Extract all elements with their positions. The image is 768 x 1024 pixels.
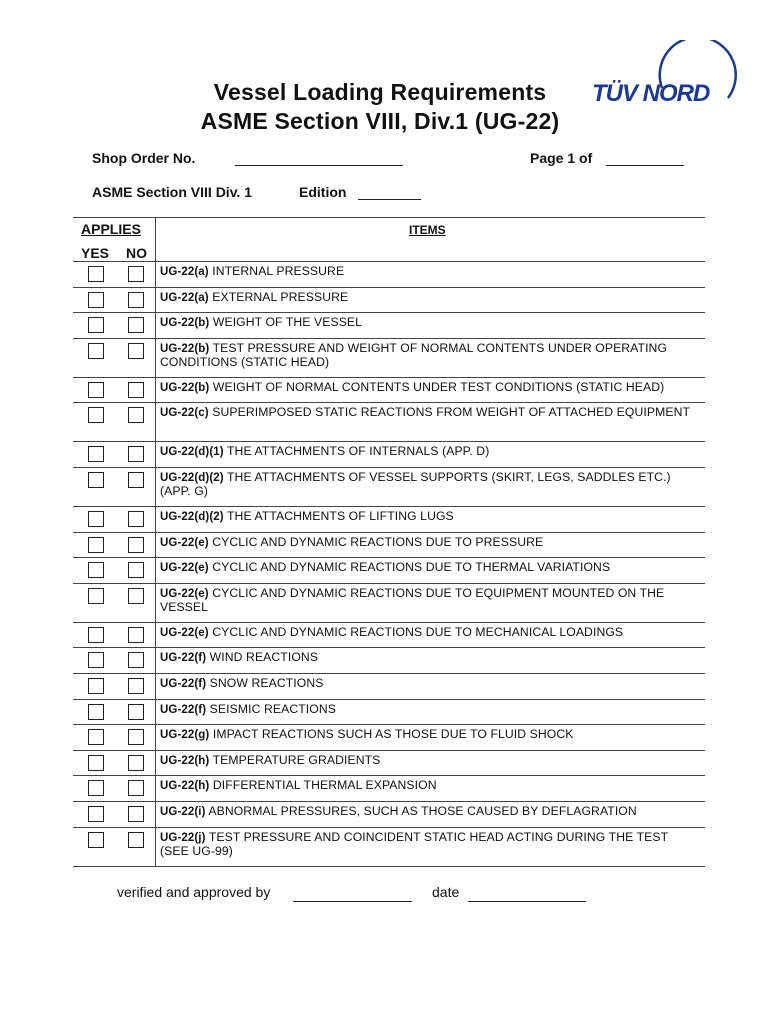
- applies-yes-checkbox[interactable]: [88, 806, 104, 822]
- table-row: [73, 339, 705, 378]
- item-description: [160, 561, 700, 575]
- item-text: THE ATTACHMENTS OF LIFTING LUGS: [227, 508, 454, 523]
- item-code: UG-22(f): [160, 652, 207, 665]
- item-description: [160, 805, 700, 819]
- applies-yes-checkbox[interactable]: [88, 627, 104, 643]
- applies-yes-checkbox[interactable]: [88, 472, 104, 488]
- item-text: CYCLIC AND DYNAMIC REACTIONS DUE TO THERMAL VARIATIONS: [212, 560, 611, 575]
- item-text: THE ATTACHMENTS OF VESSEL SUPPORTS (SKIRT, LEGS, SADDLES ETC.) (APP. G): [160, 469, 671, 498]
- table-row: [73, 802, 705, 828]
- item-description: [160, 728, 700, 742]
- shop-order-row: [92, 150, 692, 170]
- column-divider: [155, 648, 156, 673]
- table-row: [73, 584, 705, 623]
- item-description: [160, 291, 700, 305]
- item-code: UG-22(e): [160, 626, 209, 639]
- applies-yes-checkbox[interactable]: [88, 704, 104, 720]
- column-divider: [155, 313, 156, 338]
- column-divider: [155, 442, 156, 467]
- applies-yes-checkbox[interactable]: [88, 780, 104, 796]
- tuv-nord-logo: [588, 40, 738, 115]
- item-text: TEST PRESSURE AND WEIGHT OF NORMAL CONTENTS UNDER OPERATING CONDITIONS (STATIC HEAD): [160, 340, 668, 369]
- edition-row: [92, 184, 492, 204]
- applies-no-checkbox[interactable]: [128, 472, 144, 488]
- applies-no-checkbox[interactable]: [128, 704, 144, 720]
- column-divider: [155, 403, 156, 441]
- column-divider: [155, 828, 156, 866]
- applies-no-checkbox[interactable]: [128, 755, 144, 771]
- table-row: [73, 700, 705, 726]
- applies-yes-checkbox[interactable]: [88, 317, 104, 333]
- item-description: [160, 677, 700, 691]
- shop-order-field[interactable]: [235, 165, 403, 166]
- table-row: [73, 468, 705, 507]
- yes-header: YES: [81, 245, 110, 261]
- applies-no-checkbox[interactable]: [128, 317, 144, 333]
- table-row: [73, 558, 705, 584]
- table-row: [73, 378, 705, 404]
- item-description: [160, 626, 700, 640]
- item-description: [160, 445, 700, 459]
- applies-no-checkbox[interactable]: [128, 292, 144, 308]
- item-text: ABNORMAL PRESSURES, SUCH AS THOSE CAUSED BY DEFLAGRATION: [208, 803, 637, 818]
- item-text: DIFFERENTIAL THERMAL EXPANSION: [212, 778, 437, 793]
- item-code: UG-22(j): [160, 831, 206, 844]
- applies-yes-checkbox[interactable]: [88, 266, 104, 282]
- requirements-table: [73, 217, 705, 867]
- no-header: NO: [126, 245, 147, 261]
- column-divider: [155, 584, 156, 622]
- item-code: UG-22(a): [160, 291, 209, 304]
- table-row: [73, 262, 705, 288]
- item-code: UG-22(e): [160, 536, 209, 549]
- item-description: [160, 510, 700, 524]
- applies-yes-checkbox[interactable]: [88, 292, 104, 308]
- item-text: WIND REACTIONS: [209, 650, 319, 665]
- applies-yes-checkbox[interactable]: [88, 755, 104, 771]
- column-divider: [155, 802, 156, 827]
- applies-no-checkbox[interactable]: [128, 446, 144, 462]
- edition-field[interactable]: [358, 199, 421, 200]
- item-text: WEIGHT OF THE VESSEL: [212, 315, 363, 330]
- item-text: CYCLIC AND DYNAMIC REACTIONS DUE TO EQUIPMENT MOUNTED ON THE VESSEL: [160, 585, 665, 614]
- column-divider: [155, 339, 156, 377]
- item-code: UG-22(f): [160, 703, 207, 716]
- applies-yes-checkbox[interactable]: [88, 446, 104, 462]
- item-code: UG-22(b): [160, 317, 210, 330]
- item-code: UG-22(a): [160, 266, 209, 278]
- table-row: [73, 288, 705, 314]
- title-line-2: ASME Section VIII, Div.1 (UG-22): [200, 108, 560, 134]
- applies-yes-checkbox[interactable]: [88, 678, 104, 694]
- item-description: [160, 651, 700, 665]
- item-description: [160, 536, 700, 550]
- item-text: EXTERNAL PRESSURE: [212, 289, 349, 304]
- items-header: ITEMS: [409, 223, 446, 237]
- item-text: TEST PRESSURE AND COINCIDENT STATIC HEAD ACTING DURING THE TEST (SEE UG-99): [160, 829, 668, 858]
- table-row: [73, 442, 705, 468]
- item-code: UG-22(e): [160, 587, 209, 600]
- item-code: UG-22(b): [160, 342, 210, 355]
- table-row: [73, 533, 705, 559]
- item-code: UG-22(h): [160, 754, 210, 767]
- column-divider: [155, 558, 156, 583]
- item-code: UG-22(f): [160, 677, 207, 690]
- date-label: date: [432, 884, 460, 900]
- column-divider: [155, 623, 156, 648]
- verified-by-field[interactable]: [293, 901, 412, 902]
- item-text: WEIGHT OF NORMAL CONTENTS UNDER TEST CONDITIONS (STATIC HEAD): [212, 379, 665, 394]
- applies-yes-checkbox[interactable]: [88, 343, 104, 359]
- item-text: CYCLIC AND DYNAMIC REACTIONS DUE TO MECHANICAL LOADINGS: [212, 624, 624, 639]
- applies-no-checkbox[interactable]: [128, 729, 144, 745]
- table-row: [73, 623, 705, 649]
- applies-no-checkbox[interactable]: [128, 562, 144, 578]
- item-code: UG-22(d)(2): [160, 510, 224, 523]
- document-title: [150, 78, 610, 136]
- item-text: THE ATTACHMENTS OF INTERNALS (APP. D): [227, 444, 490, 459]
- applies-no-checkbox[interactable]: [128, 343, 144, 359]
- applies-no-checkbox[interactable]: [128, 511, 144, 527]
- item-code: UG-22(c): [160, 407, 209, 420]
- table-row: [73, 674, 705, 700]
- table-row: [73, 648, 705, 674]
- applies-no-checkbox[interactable]: [128, 652, 144, 668]
- title-line-1: Vessel Loading Requirements: [213, 79, 547, 105]
- item-description: [160, 754, 700, 768]
- applies-no-checkbox[interactable]: [128, 266, 144, 282]
- column-divider: [155, 288, 156, 313]
- item-description: [160, 831, 700, 858]
- item-text: CYCLIC AND DYNAMIC REACTIONS DUE TO PRESSURE: [212, 534, 544, 549]
- item-description: [160, 406, 700, 420]
- applies-no-checkbox[interactable]: [128, 780, 144, 796]
- item-code: UG-22(i): [160, 805, 206, 818]
- page-total-field[interactable]: [606, 165, 684, 166]
- column-divider: [155, 776, 156, 801]
- table-row: [73, 313, 705, 339]
- shop-order-label: Shop Order No.: [92, 150, 196, 166]
- approval-footer: [117, 884, 617, 904]
- item-code: UG-22(d)(2): [160, 471, 224, 484]
- column-divider: [155, 700, 156, 725]
- asme-section-label: ASME Section VIII Div. 1: [92, 184, 253, 200]
- item-text: SUPERIMPOSED STATIC REACTIONS FROM WEIGHT OF ATTACHED EQUIPMENT: [212, 405, 691, 420]
- table-row: [73, 725, 705, 751]
- applies-no-checkbox[interactable]: [128, 382, 144, 398]
- item-description: [160, 316, 700, 330]
- applies-yes-checkbox[interactable]: [88, 588, 104, 604]
- item-description: [160, 703, 700, 717]
- item-text: SEISMIC REACTIONS: [209, 701, 336, 716]
- item-code: UG-22(e): [160, 562, 209, 575]
- logo-text: TÜV NORD: [592, 80, 710, 107]
- item-text: IMPACT REACTIONS SUCH AS THOSE DUE TO FLUID SHOCK: [212, 727, 574, 742]
- table-row: [73, 828, 705, 867]
- column-divider: [155, 533, 156, 558]
- applies-no-checkbox[interactable]: [128, 627, 144, 643]
- applies-yes-checkbox[interactable]: [88, 407, 104, 423]
- applies-no-checkbox[interactable]: [128, 832, 144, 848]
- applies-yes-checkbox[interactable]: [88, 652, 104, 668]
- column-divider: [155, 378, 156, 403]
- applies-yes-checkbox[interactable]: [88, 382, 104, 398]
- item-description: [160, 381, 700, 395]
- item-code: UG-22(h): [160, 780, 210, 793]
- item-description: [160, 342, 700, 369]
- applies-yes-checkbox[interactable]: [88, 537, 104, 553]
- edition-label: Edition: [299, 184, 347, 200]
- applies-yes-checkbox[interactable]: [88, 729, 104, 745]
- item-description: [160, 587, 700, 614]
- applies-yes-checkbox[interactable]: [88, 832, 104, 848]
- item-text: INTERNAL PRESSURE: [212, 264, 345, 278]
- table-row: [73, 507, 705, 533]
- column-divider: [155, 674, 156, 699]
- table-body: [73, 262, 705, 867]
- applies-no-checkbox[interactable]: [128, 588, 144, 604]
- applies-no-checkbox[interactable]: [128, 678, 144, 694]
- column-divider: [155, 751, 156, 776]
- table-row: [73, 776, 705, 802]
- item-code: UG-22(d)(1): [160, 446, 224, 459]
- table-row: [73, 403, 705, 442]
- verified-label: verified and approved by: [117, 884, 271, 900]
- applies-no-checkbox[interactable]: [128, 537, 144, 553]
- table-row: [73, 751, 705, 777]
- column-divider: [155, 262, 156, 287]
- column-divider: [155, 218, 156, 261]
- column-divider: [155, 507, 156, 532]
- column-divider: [155, 725, 156, 750]
- item-code: UG-22(b): [160, 381, 210, 394]
- applies-yes-checkbox[interactable]: [88, 562, 104, 578]
- applies-header: APPLIES: [81, 221, 141, 237]
- applies-no-checkbox[interactable]: [128, 806, 144, 822]
- item-text: SNOW REACTIONS: [209, 675, 324, 690]
- item-code: UG-22(g): [160, 729, 210, 742]
- applies-no-checkbox[interactable]: [128, 407, 144, 423]
- item-description: [160, 265, 700, 279]
- applies-yes-checkbox[interactable]: [88, 511, 104, 527]
- item-description: [160, 779, 700, 793]
- date-field[interactable]: [468, 901, 586, 902]
- item-text: TEMPERATURE GRADIENTS: [212, 752, 381, 767]
- page-label: Page 1 of: [530, 150, 593, 166]
- column-divider: [155, 468, 156, 506]
- item-description: [160, 471, 700, 498]
- table-header: [73, 218, 705, 262]
